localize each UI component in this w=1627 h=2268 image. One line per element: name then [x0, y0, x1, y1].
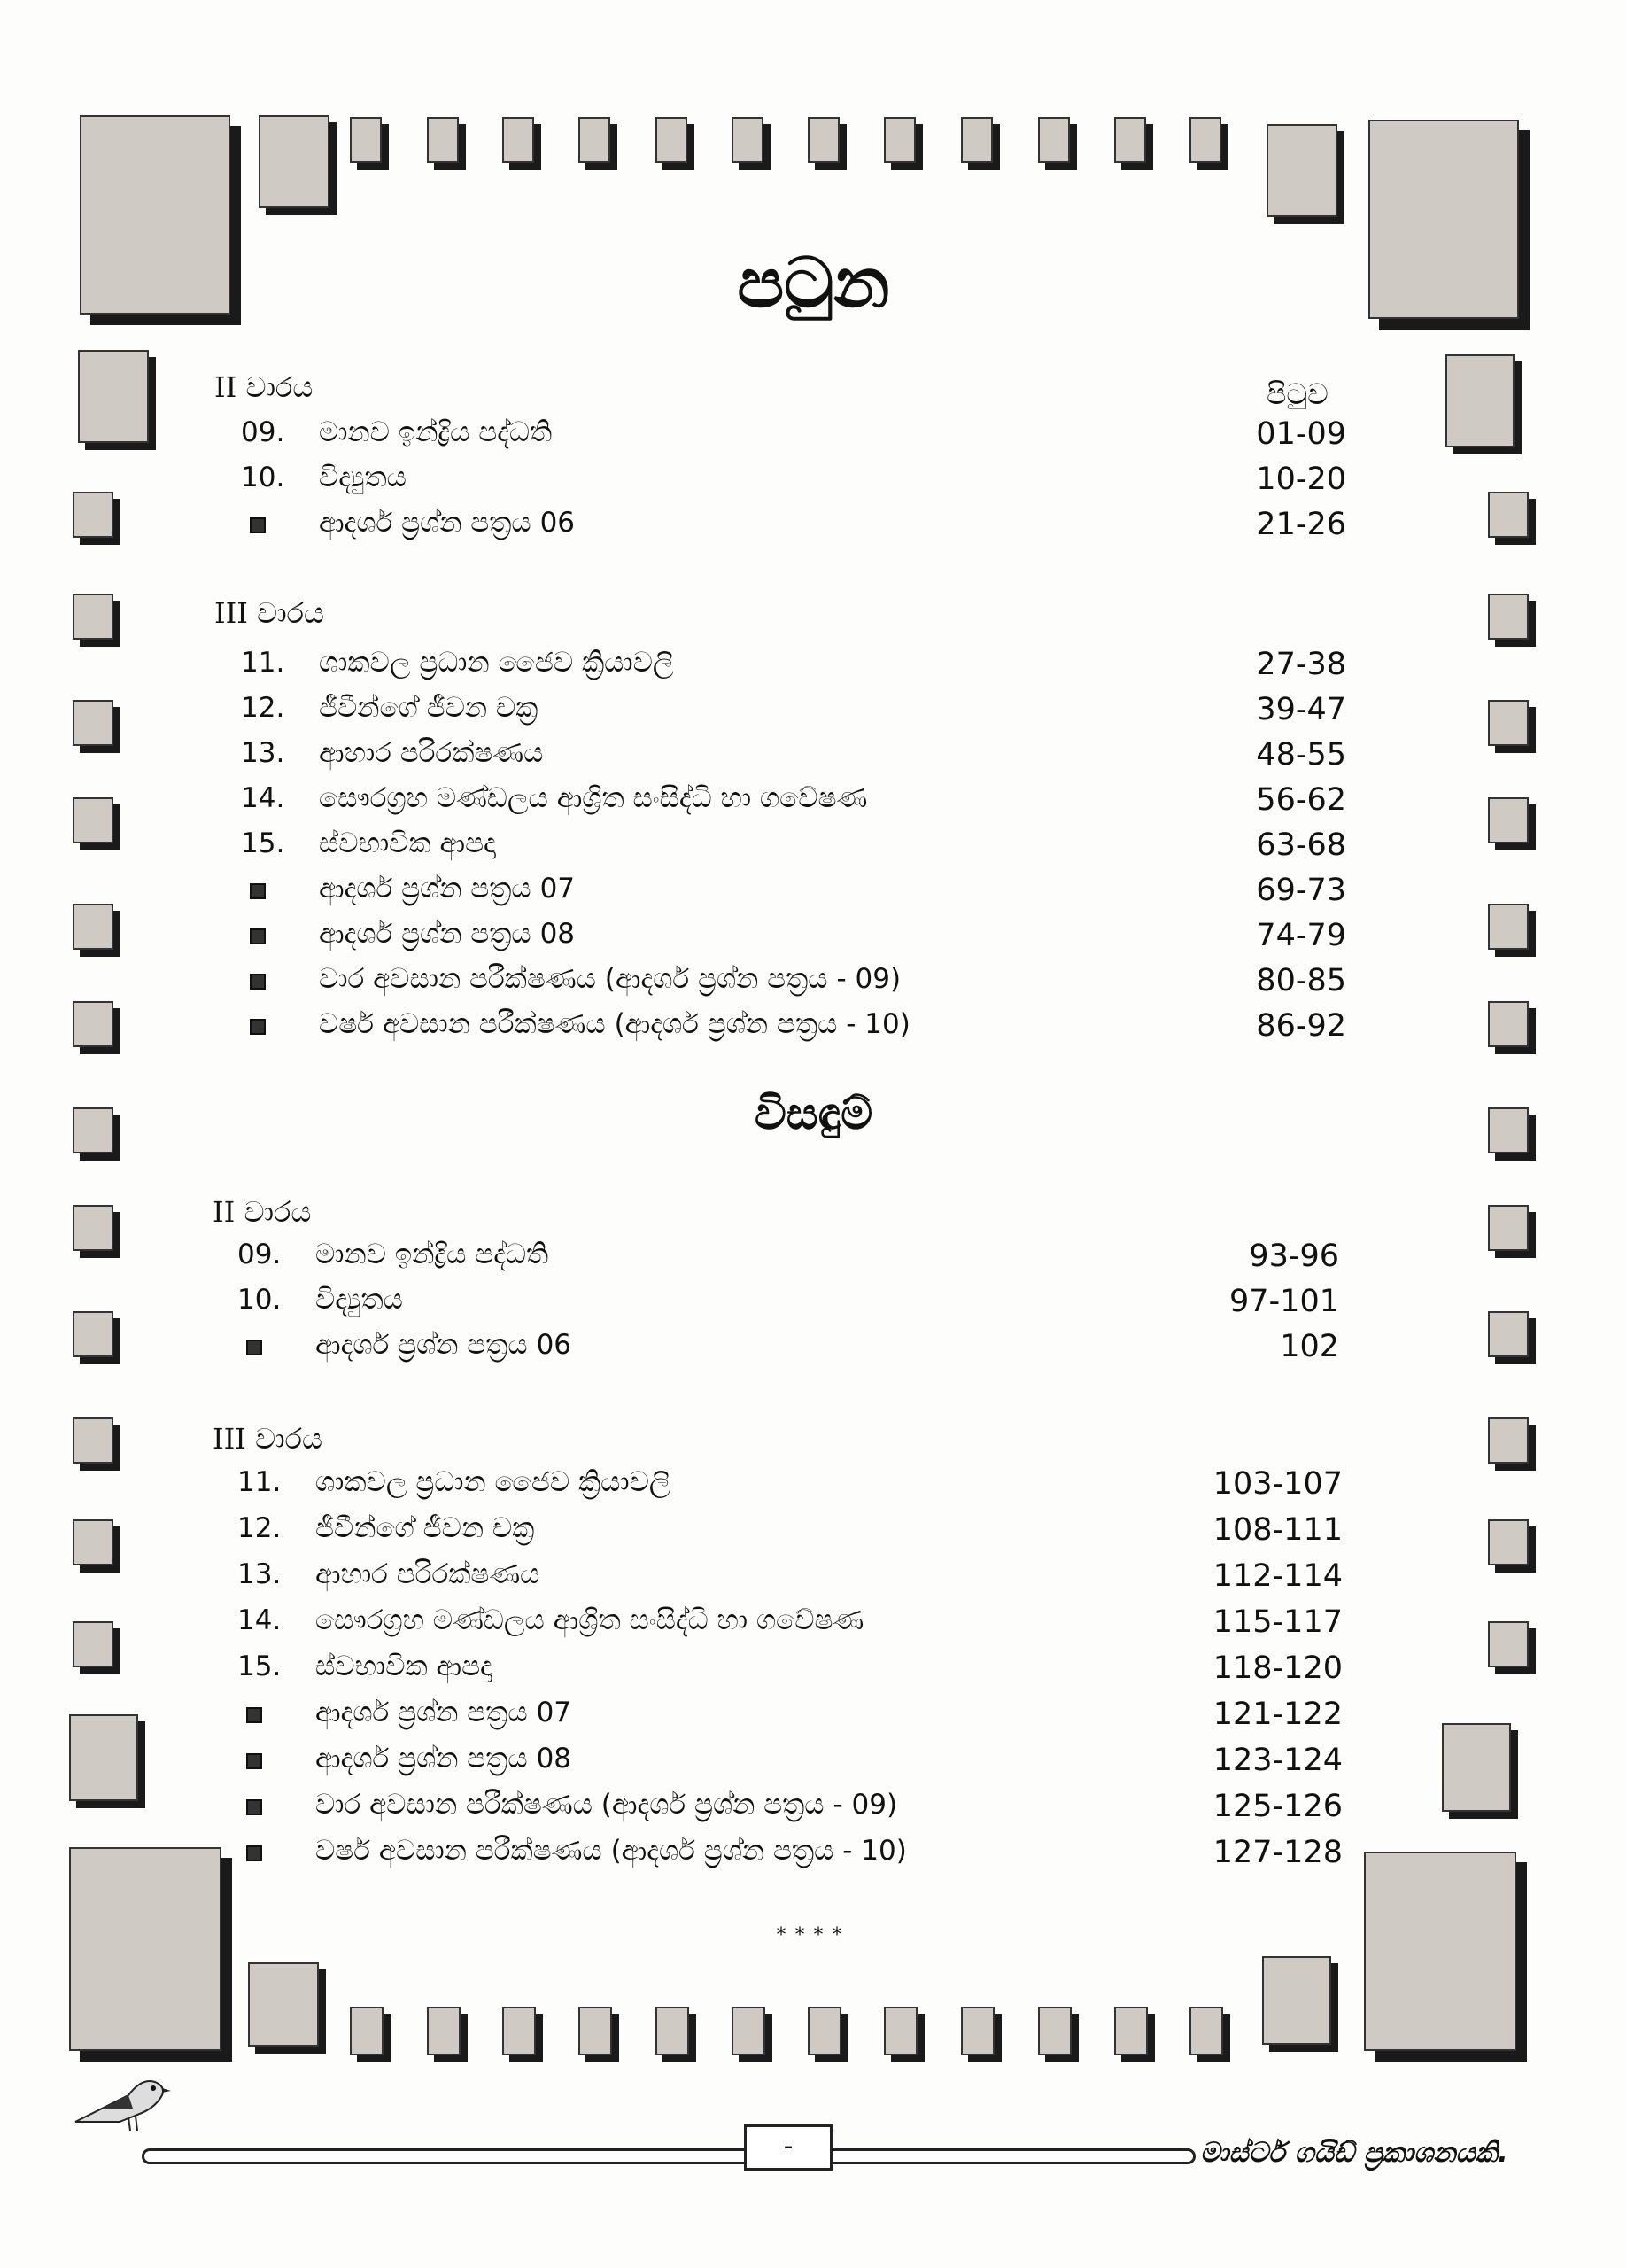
toc-page-range: 10-20	[1256, 462, 1346, 497]
contents-term2-heading: II වාරය	[214, 370, 314, 404]
toc-row	[237, 1604, 1343, 1647]
contents-term3-heading: III වාරය	[214, 596, 324, 630]
toc-label: ආදර්ශ ප්‍රශ්න පත්‍රය 08	[319, 918, 576, 950]
toc-label: ශාකවල ප්‍රධාන ජෛව ක්‍රියාවලි	[319, 647, 674, 679]
toc-number: 09.	[237, 1239, 282, 1270]
bird-icon	[66, 2060, 173, 2140]
toc-page-range: 93-96	[1249, 1239, 1339, 1274]
toc-number: 12.	[237, 1512, 282, 1544]
frame-square	[1189, 117, 1221, 163]
page-title: පටුන	[737, 244, 890, 323]
frame-square	[1262, 1956, 1331, 2045]
frame-square	[1488, 1519, 1529, 1565]
toc-row	[237, 1239, 1339, 1281]
toc-label: මානව ඉන්ද්‍රිය පද්ධති	[319, 416, 553, 448]
page-number-box: -	[744, 2124, 833, 2171]
toc-label: විද්‍යුතය	[315, 1284, 403, 1316]
frame-square	[1445, 354, 1515, 447]
frame-square	[73, 1311, 113, 1357]
toc-page-range: 56-62	[1256, 782, 1346, 818]
toc-row	[237, 1466, 1343, 1509]
toc-page-range: 123-124	[1213, 1743, 1343, 1778]
frame-square	[808, 2007, 841, 2055]
toc-number: 14.	[237, 1604, 282, 1636]
toc-label: ආදර්ශ ප්‍රශ්න පත්‍රය 07	[319, 873, 576, 905]
toc-label: සෞරග්‍රහ මණ්ඩලය ආශ්‍රිත සංසිද්ධි හා ගවේෂණ	[315, 1604, 864, 1636]
toc-row	[237, 1743, 1343, 1785]
toc-label: ශාකවල ප්‍රධාන ජෛව ක්‍රියාවලි	[315, 1466, 670, 1498]
frame-square	[73, 1519, 113, 1565]
frame-square	[732, 2007, 765, 2055]
frame-square	[655, 2007, 689, 2055]
toc-row	[237, 1789, 1343, 1831]
toc-page-range: 69-73	[1256, 873, 1346, 908]
toc-label: වාර අවසාන පරීක්ෂණය (ආදර්ශ ප්‍රශ්න පත්‍රය - 09)	[319, 963, 902, 995]
frame-square	[350, 117, 382, 163]
toc-page-range: 80-85	[1256, 963, 1346, 998]
frame-square	[502, 117, 534, 163]
end-marks: ****	[776, 1924, 851, 1946]
frame-square	[1114, 2007, 1148, 2055]
bullet-square-icon	[246, 1845, 262, 1861]
toc-number: 11.	[241, 647, 285, 679]
toc-number: 12.	[241, 692, 285, 724]
frame-square	[1488, 1621, 1529, 1667]
toc-page-range: 63-68	[1256, 827, 1346, 863]
frame-square	[1488, 594, 1529, 640]
toc-row	[241, 918, 1346, 960]
toc-number: 15.	[237, 1651, 282, 1682]
frame-square	[73, 904, 113, 950]
frame-square	[1364, 1852, 1516, 2051]
frame-square	[350, 2007, 384, 2055]
frame-square	[1488, 1311, 1529, 1357]
toc-number: 15.	[241, 827, 285, 859]
frame-square	[259, 115, 329, 208]
frame-square	[502, 2007, 536, 2055]
frame-square	[1488, 492, 1529, 538]
frame-square	[248, 1962, 319, 2047]
toc-label: ජීවීන්ගේ ජීවන චක්‍ර	[319, 692, 538, 724]
answers-term3-heading: III වාරය	[213, 1422, 322, 1456]
bullet-square-icon	[250, 1019, 266, 1035]
bullet-square-icon	[246, 1799, 262, 1815]
toc-row	[241, 963, 1346, 1006]
frame-square	[1488, 1418, 1529, 1464]
toc-row	[237, 1284, 1339, 1326]
footer-bar	[142, 2148, 1196, 2164]
answers-title: විසඳුම්	[754, 1088, 873, 1139]
frame-square	[1488, 904, 1529, 950]
toc-row	[237, 1651, 1343, 1693]
toc-row	[241, 737, 1346, 780]
frame-square	[1038, 2007, 1072, 2055]
toc-label: ස්වභාවික ආපදා	[315, 1651, 492, 1682]
toc-page-range: 121-122	[1213, 1697, 1343, 1732]
toc-row	[241, 692, 1346, 734]
toc-label: වාර අවසාන පරීක්ෂණය (ආදර්ශ ප්‍රශ්න පත්‍රය - 09)	[315, 1789, 898, 1821]
toc-row	[241, 873, 1346, 915]
toc-number: 10.	[237, 1284, 282, 1316]
frame-square	[427, 117, 459, 163]
frame-square	[1267, 124, 1337, 217]
frame-square	[1488, 1001, 1529, 1047]
toc-label: ආදර්ශ ප්‍රශ්න පත්‍රය 07	[315, 1697, 572, 1728]
bullet-square-icon	[246, 1753, 262, 1769]
toc-page-range: 01-09	[1256, 416, 1346, 452]
toc-page-range: 97-101	[1229, 1284, 1339, 1319]
bullet-square-icon	[250, 517, 266, 533]
bullet-square-icon	[246, 1707, 262, 1723]
toc-row	[241, 647, 1346, 689]
toc-row	[241, 827, 1346, 870]
frame-square	[1488, 700, 1529, 746]
answers-term2-heading: II වාරය	[213, 1195, 312, 1229]
bullet-square-icon	[246, 1340, 262, 1355]
frame-square	[578, 2007, 612, 2055]
frame-square	[69, 1714, 138, 1801]
frame-square	[73, 1205, 113, 1251]
toc-row	[237, 1329, 1339, 1371]
frame-square	[73, 1001, 113, 1047]
toc-row	[241, 507, 1346, 549]
toc-number: 09.	[241, 416, 285, 448]
toc-row	[241, 462, 1346, 504]
frame-square	[1038, 117, 1070, 163]
frame-square	[73, 594, 113, 640]
toc-page-range: 21-26	[1256, 507, 1346, 542]
toc-page-range: 108-111	[1213, 1512, 1343, 1548]
toc-row	[241, 1008, 1346, 1051]
toc-row	[237, 1512, 1343, 1555]
toc-label: සෞරග්‍රහ මණ්ඩලය ආශ්‍රිත සංසිද්ධි හා ගවේෂණ	[319, 782, 868, 814]
toc-page-range: 86-92	[1256, 1008, 1346, 1044]
frame-square	[884, 2007, 918, 2055]
toc-page-range: 48-55	[1256, 737, 1346, 773]
toc-number: 13.	[241, 737, 285, 769]
frame-square	[655, 117, 687, 163]
toc-page-range: 112-114	[1213, 1558, 1343, 1594]
publisher-text: මාස්ටර් ගයිඩ් ප්‍රකාශනයකි.	[1200, 2137, 1508, 2169]
toc-row	[237, 1558, 1343, 1601]
frame-square	[1114, 117, 1146, 163]
frame-square	[427, 2007, 461, 2055]
frame-square	[732, 117, 763, 163]
toc-page-range: 118-120	[1213, 1651, 1343, 1686]
toc-label: ජීවීන්ගේ ජීවන චක්‍ර	[315, 1512, 535, 1544]
frame-square	[73, 1418, 113, 1464]
toc-number: 10.	[241, 462, 285, 493]
frame-square	[1189, 2007, 1223, 2055]
frame-square	[73, 492, 113, 538]
toc-page-range: 115-117	[1213, 1604, 1343, 1640]
bullet-square-icon	[250, 974, 266, 990]
toc-page-range: 103-107	[1213, 1466, 1343, 1502]
toc-label: ආදර්ශ ප්‍රශ්න පත්‍රය 06	[319, 507, 576, 539]
toc-label: ආදර්ශ ප්‍රශ්න පත්‍රය 06	[315, 1329, 572, 1361]
frame-square	[1488, 1205, 1529, 1251]
frame-square	[69, 1847, 221, 2051]
toc-label: වර්ෂ අවසාන පරීක්ෂණය (ආදර්ශ ප්‍රශ්න පත්‍රය - 10)	[315, 1835, 907, 1867]
toc-number: 13.	[237, 1558, 282, 1590]
toc-label: වර්ෂ අවසාන පරීක්ෂණය (ආදර්ශ ප්‍රශ්න පත්‍රය - 10)	[319, 1008, 910, 1040]
toc-row	[237, 1697, 1343, 1739]
frame-square	[73, 1621, 113, 1667]
toc-row	[237, 1835, 1343, 1877]
toc-label: ආහාර පරිරක්ෂණය	[315, 1558, 540, 1590]
frame-square	[1442, 1723, 1511, 1812]
toc-label: මානව ඉන්ද්‍රිය පද්ධති	[315, 1239, 549, 1270]
toc-label: ස්වභාවික ආපදා	[319, 827, 496, 859]
frame-square	[961, 117, 993, 163]
frame-square	[808, 117, 840, 163]
frame-square	[73, 797, 113, 843]
page-column-heading: පිටුව	[1267, 377, 1329, 411]
frame-square	[578, 117, 610, 163]
toc-label: ආදර්ශ ප්‍රශ්න පත්‍රය 08	[315, 1743, 572, 1775]
frame-square	[884, 117, 916, 163]
toc-label: ආහාර පරිරක්ෂණය	[319, 737, 544, 769]
toc-page-range: 27-38	[1256, 647, 1346, 682]
toc-number: 11.	[237, 1466, 282, 1498]
toc-row	[241, 416, 1346, 459]
toc-number: 14.	[241, 782, 285, 814]
toc-page-range: 125-126	[1213, 1789, 1343, 1824]
toc-page-range: 74-79	[1256, 918, 1346, 953]
frame-square	[1488, 797, 1529, 843]
bullet-square-icon	[250, 883, 266, 899]
toc-label: විද්‍යුතය	[319, 462, 407, 493]
frame-square	[961, 2007, 995, 2055]
toc-page-range: 127-128	[1213, 1835, 1343, 1870]
frame-square	[78, 350, 149, 443]
toc-row	[241, 782, 1346, 825]
frame-square	[73, 700, 113, 746]
toc-page-range: 39-47	[1256, 692, 1346, 727]
bullet-square-icon	[250, 928, 266, 944]
toc-page-range: 102	[1280, 1329, 1339, 1364]
